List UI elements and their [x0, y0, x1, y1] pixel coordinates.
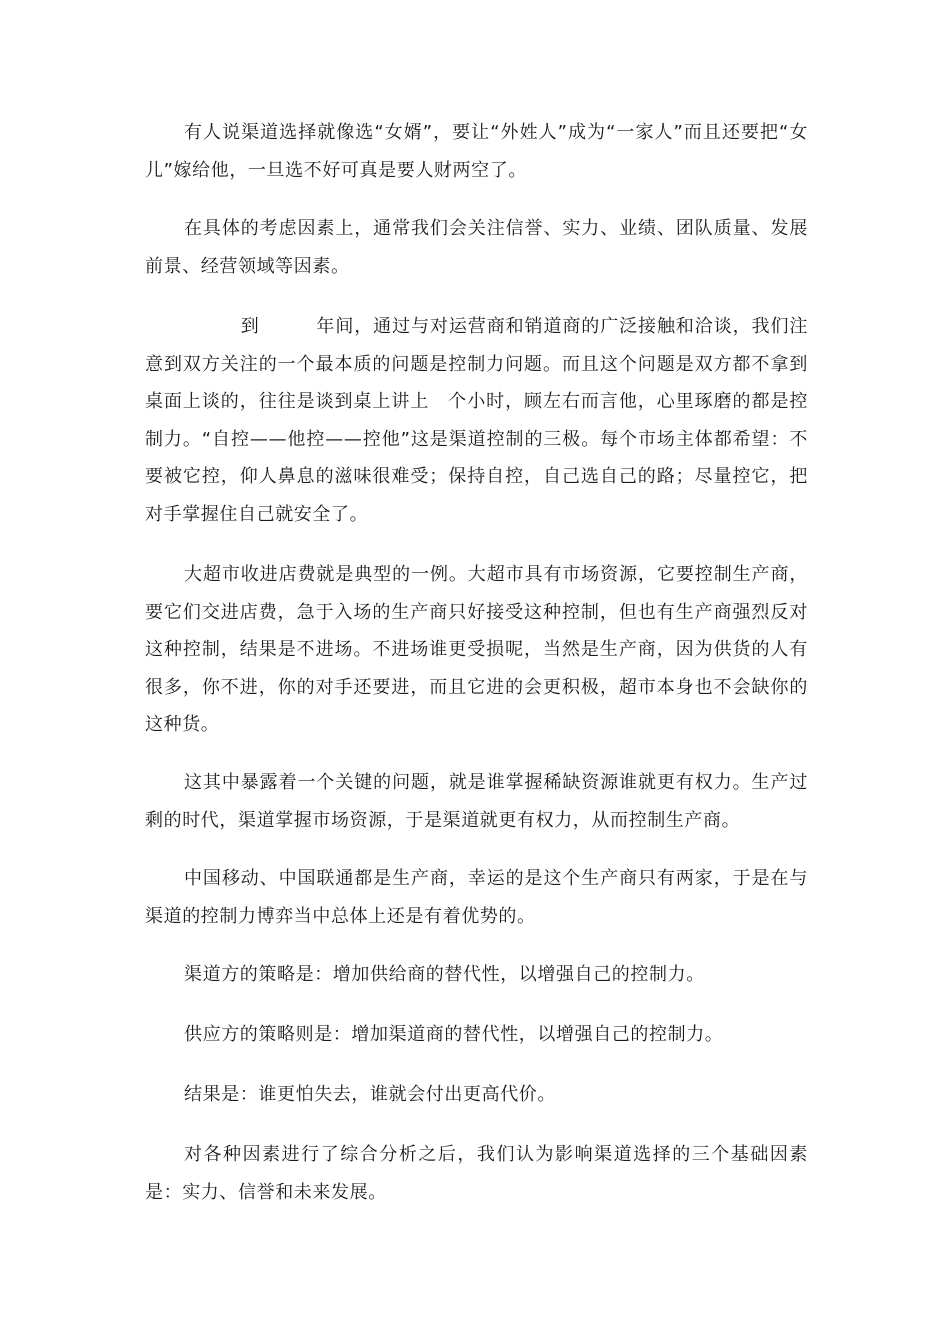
paragraph: 供应方的策略则是：增加渠道商的替代性，以增强自己的控制力。 [184, 1024, 724, 1045]
paragraph: 到 年间，通过与对运营商和销道商的广泛接触和洽谈，我们注意到双方关注的一个最本质的问题是控制力问题。而且这个问题是双方都不拿到桌面上谈的，往往是谈到桌上讲上 个小时，顾左右而言他，心里琢磨的都是控制力。“自控——他控——控他”这是渠道控制的三极。每个市场主体都希望：不要被它控，仰人鼻息的滋味很难受；保持自控，自己选自己的路；尽量控它，把对手掌握住自己就安全了。 [145, 316, 808, 525]
paragraph: 对各种因素进行了综合分析之后，我们认为影响渠道选择的三个基础因素是：实力、信誉和未来发展。 [145, 1144, 808, 1203]
paragraph: 这其中暴露着一个关键的问题，就是谁掌握稀缺资源谁就更有权力。生产过剩的时代，渠道掌握市场资源，于是渠道就更有权力，从而控制生产商。 [145, 772, 808, 831]
paragraph: 中国移动、中国联通都是生产商，幸运的是这个生产商只有两家，于是在与渠道的控制力博弈当中总体上还是有着优势的。 [145, 868, 808, 927]
paragraph: 在具体的考虑因素上，通常我们会关注信誉、实力、业绩、团队质量、发展前景、经营领域等因素。 [145, 218, 808, 277]
paragraph: 结果是：谁更怕失去，谁就会付出更高代价。 [184, 1084, 556, 1105]
paragraph: 有人说渠道选择就像选“女婿”，要让“外姓人”成为“一家人”而且还要把“女儿”嫁给他，一旦选不好可真是要人财两空了。 [145, 122, 808, 181]
paragraph: 大超市收进店费就是典型的一例。大超市具有市场资源，它要控制生产商，要它们交进店费，急于入场的生产商只好接受这种控制，但也有生产商强烈反对这种控制，结果是不进场。不进场谁更受损呢，当然是生产商，因为供货的人有很多，你不进，你的对手还要进，而且它进的会更积极，超市本身也不会缺你的这种货。 [145, 564, 808, 735]
paragraph: 渠道方的策略是：增加供给商的替代性，以增强自己的控制力。 [184, 964, 705, 985]
